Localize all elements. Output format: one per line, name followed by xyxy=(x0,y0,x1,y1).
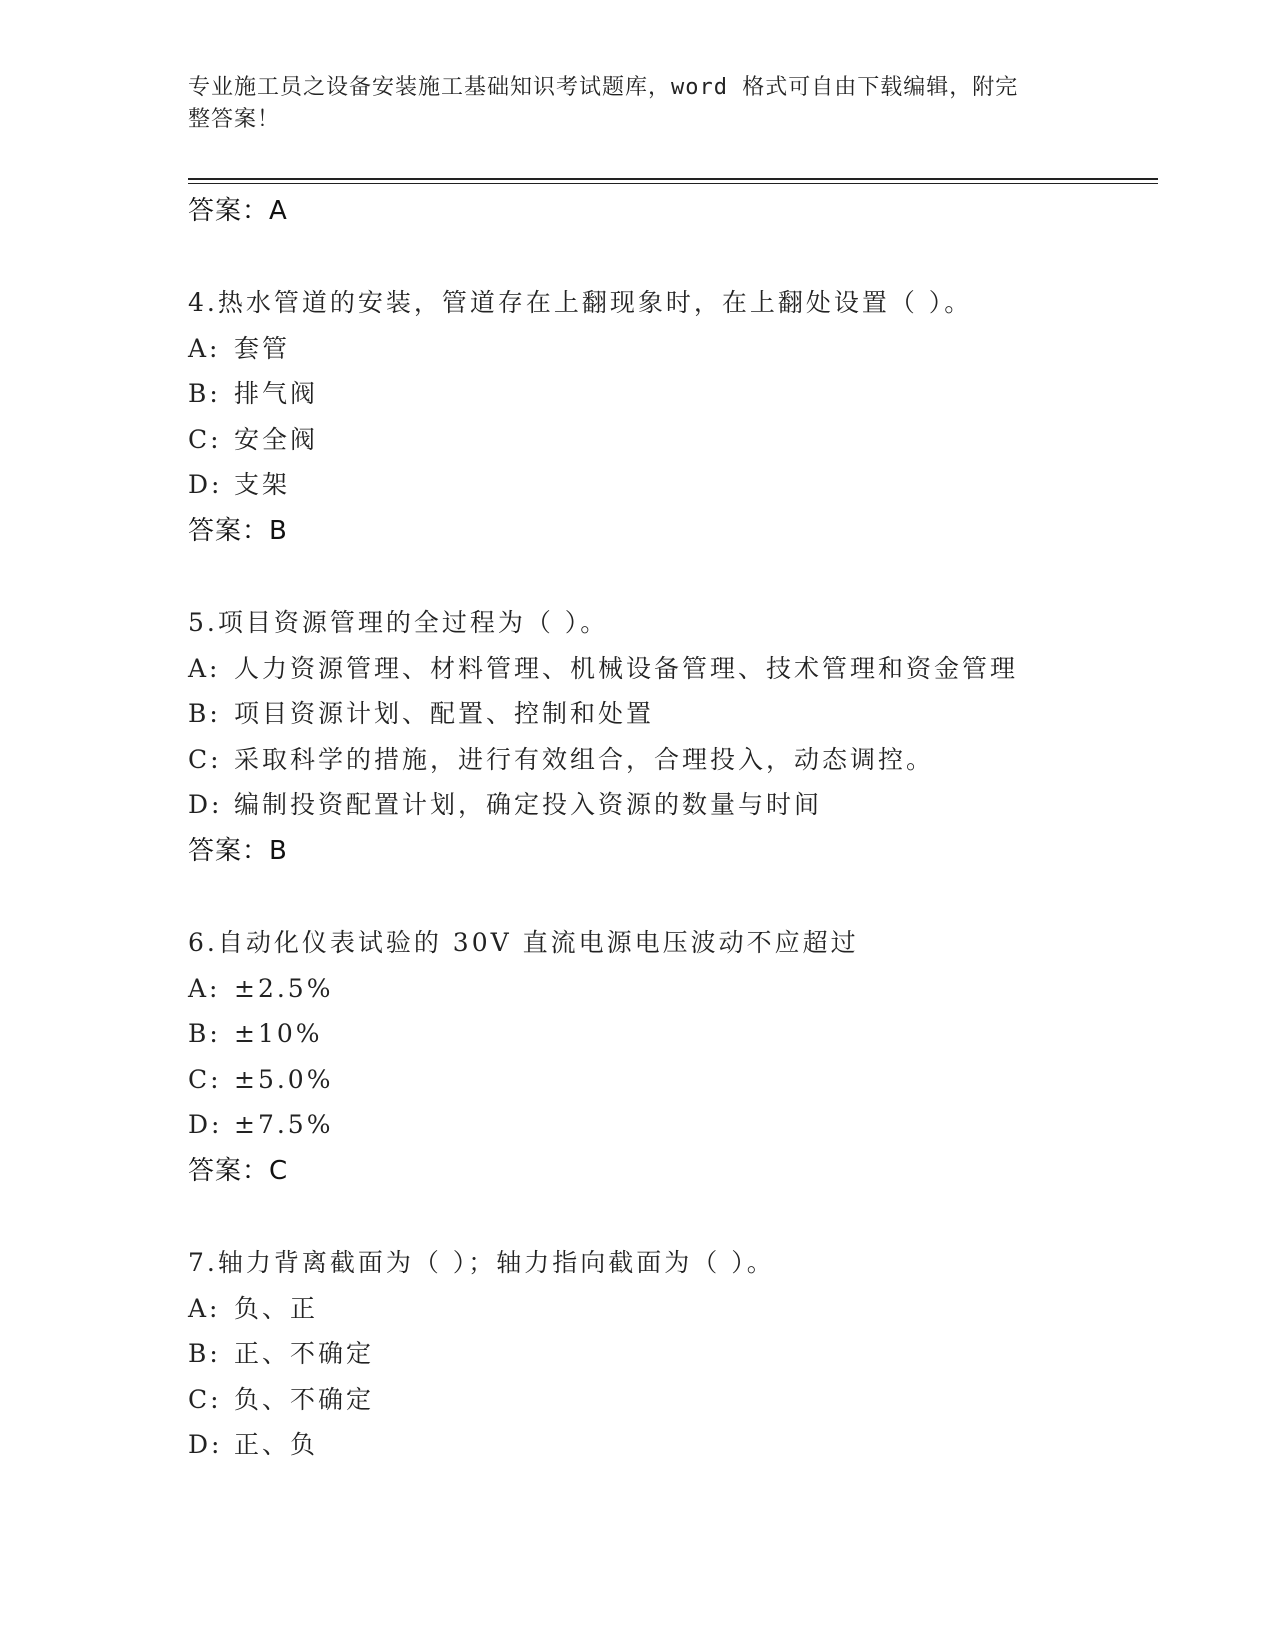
question-5 xyxy=(188,600,1168,874)
question-4 xyxy=(188,280,1168,554)
option-letter: D: xyxy=(188,790,223,820)
option-letter: C: xyxy=(188,1384,222,1414)
option-letter: A: xyxy=(188,1293,221,1323)
option-text: 安全阀 xyxy=(234,424,319,454)
option-d xyxy=(188,1102,1168,1148)
header-rule-thin xyxy=(188,183,1158,184)
option-b xyxy=(188,371,1168,417)
option-text: 支架 xyxy=(234,470,291,500)
answer-line: 答案：B xyxy=(188,835,288,866)
option-letter: B: xyxy=(188,699,221,729)
option-letter: B: xyxy=(188,1019,221,1049)
option-letter: A: xyxy=(188,333,221,363)
option-b xyxy=(188,1011,1168,1057)
option-text: 正、不确定 xyxy=(234,1339,375,1369)
option-letter: A: xyxy=(188,653,221,683)
option-text: ±2.5% xyxy=(234,973,334,1003)
option-a xyxy=(188,646,1168,692)
option-letter: B: xyxy=(188,379,221,409)
option-text: ±10% xyxy=(234,1019,323,1049)
document-header: 专业施工员之设备安装施工基础知识考试题库，word 格式可自由下载编辑，附完 整答案！ xyxy=(188,75,1019,132)
question-stem: 7.轴力背离截面为（ ）；轴力指向截面为（ ）。 xyxy=(188,1247,775,1277)
answer-line: 答案：B xyxy=(188,515,288,546)
option-c xyxy=(188,417,1168,463)
option-letter: C: xyxy=(188,424,222,454)
option-letter: D: xyxy=(188,1110,223,1140)
option-a xyxy=(188,326,1168,372)
header-rule-thick xyxy=(188,178,1158,180)
option-text: 负、正 xyxy=(234,1293,319,1323)
option-c xyxy=(188,1057,1168,1103)
option-d xyxy=(188,462,1168,508)
option-d xyxy=(188,782,1168,828)
option-letter: B: xyxy=(188,1339,221,1369)
option-c xyxy=(188,737,1168,783)
answer-line: 答案：A xyxy=(188,196,288,226)
question-7 xyxy=(188,1240,1168,1468)
option-a xyxy=(188,1286,1168,1332)
option-a xyxy=(188,966,1168,1012)
question-stem: 5.项目资源管理的全过程为（ ）。 xyxy=(188,607,609,637)
option-letter: D: xyxy=(188,470,223,500)
question-stem: 6.自动化仪表试验的 30V 直流电源电压波动不应超过 xyxy=(188,927,859,957)
option-letter: D: xyxy=(188,1430,223,1460)
option-text: 排气阀 xyxy=(234,379,319,409)
option-text: 负、不确定 xyxy=(234,1384,375,1414)
option-letter: C: xyxy=(188,744,222,774)
document-body xyxy=(188,188,1168,1468)
option-text: ±7.5% xyxy=(234,1110,334,1140)
option-text: 编制投资配置计划，确定投入资源的数量与时间 xyxy=(234,790,823,820)
option-text: 正、负 xyxy=(234,1430,319,1460)
option-c xyxy=(188,1377,1168,1423)
option-b xyxy=(188,1331,1168,1377)
question-6 xyxy=(188,920,1168,1194)
question-stem: 4.热水管道的安装，管道存在上翻现象时，在上翻处设置（ ）。 xyxy=(188,288,973,317)
option-text: ±5.0% xyxy=(234,1064,334,1094)
answer-line: 答案：C xyxy=(188,1155,289,1186)
option-text: 人力资源管理、材料管理、机械设备管理、技术管理和资金管理 xyxy=(234,653,1019,683)
option-text: 采取科学的措施，进行有效组合，合理投入，动态调控。 xyxy=(234,744,935,774)
option-d xyxy=(188,1422,1168,1468)
option-letter: A: xyxy=(188,973,221,1003)
option-text: 套管 xyxy=(234,333,291,363)
option-b xyxy=(188,691,1168,737)
option-text: 项目资源计划、配置、控制和处置 xyxy=(234,699,655,729)
option-letter: C: xyxy=(188,1064,222,1094)
